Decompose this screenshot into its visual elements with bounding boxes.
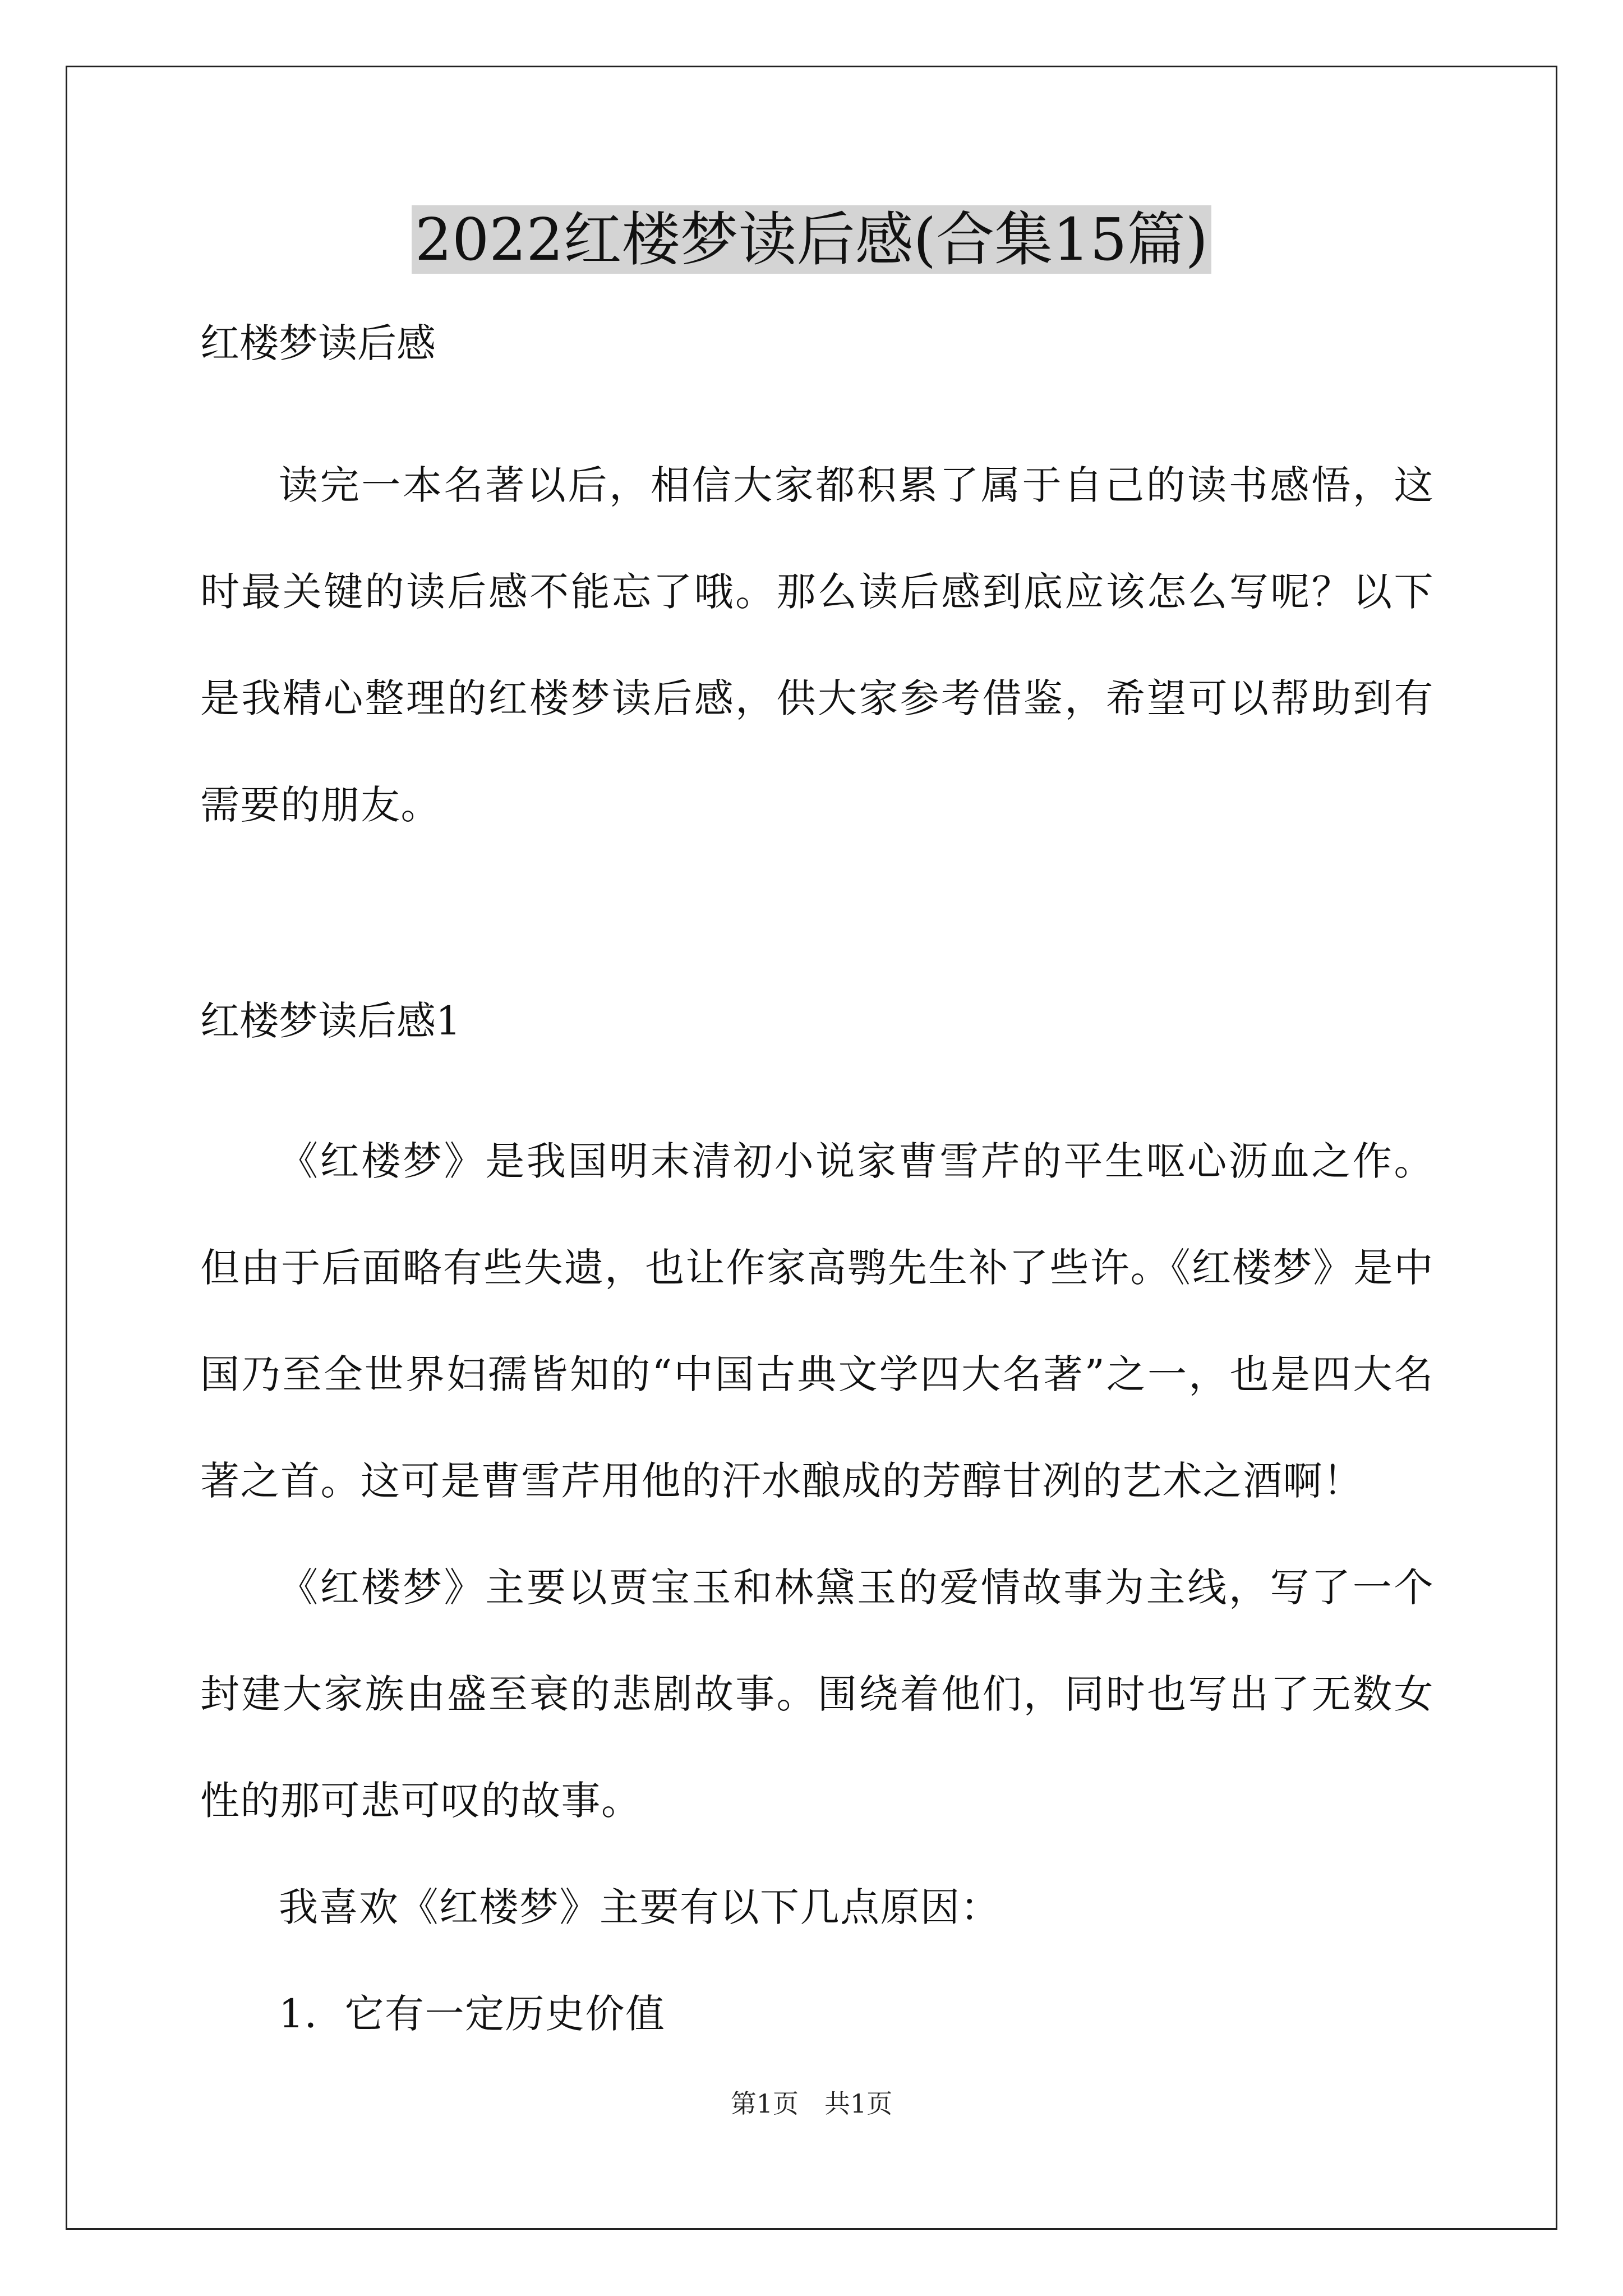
body-paragraph: 《红楼梦》是我国明末清初小说家曹雪芹的平生呕心沥血之作。但由于后面略有些失遗，也让作家高鹗先生补了些许。《红楼梦》是中国乃至全世界妇孺皆知的“中国古典文学四大名著”之一，也是四大名著之首。这可是曹雪芹用他的汗水酿成的芳醇甘冽的艺术之酒啊！ xyxy=(200,1138,1434,1504)
body-paragraph: 《红楼梦》主要以贾宝玉和林黛玉的爱情故事为主线，写了一个封建大家族由盛至衰的悲剧故事。围绕着他们，同时也写出了无数女性的那可悲可叹的故事。 xyxy=(200,1565,1434,1824)
list-item: 1．它有一定历史价值 xyxy=(279,1991,666,2037)
section-heading: 红楼梦读后感1 xyxy=(200,998,461,1044)
intro-paragraph: 读完一本名著以后，相信大家都积累了属于自己的读书感悟，这时最关键的读后感不能忘了哦。那么读后感到底应该怎么写呢？以下是我精心整理的红楼梦读后感，供大家参考借鉴，希望可以帮助到有需要的朋友。 xyxy=(200,462,1434,828)
document-title xyxy=(0,197,1623,282)
document-title-text: 2022红楼梦读后感(合集15篇) xyxy=(412,205,1211,274)
body-paragraph: 我喜欢《红楼梦》主要有以下几点原因： xyxy=(279,1884,1000,1930)
intro-heading: 红楼梦读后感 xyxy=(200,320,436,366)
page-footer: 第1页 共1页 xyxy=(730,2088,893,2119)
